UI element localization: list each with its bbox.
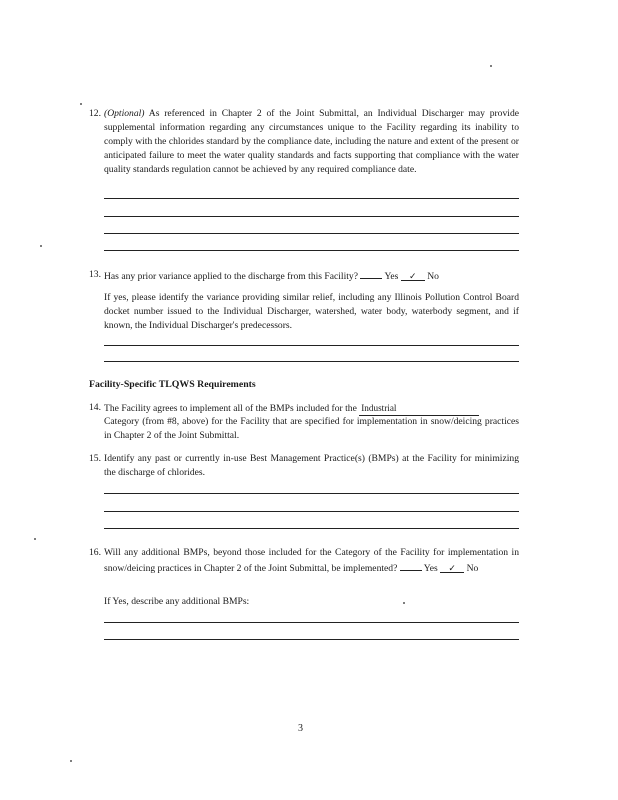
item-13-question-text: Has any prior variance applied to the discharge from this Facility?	[104, 271, 358, 282]
item-16-yes-blank[interactable]	[400, 560, 422, 571]
scan-speck	[403, 602, 405, 604]
item-13-answer-line-1[interactable]	[104, 345, 519, 346]
item-13-check-mark: ✓	[409, 272, 417, 282]
item-12-number: 12.	[89, 108, 101, 119]
item-13-question	[104, 268, 519, 284]
item-12-answer-line-1[interactable]	[104, 198, 519, 199]
item-16-check-mark: ✓	[448, 564, 456, 575]
item-16-answer-line-1[interactable]	[104, 622, 519, 623]
item-14-number: 14.	[89, 402, 101, 413]
item-12-text	[104, 107, 519, 177]
scan-speck	[80, 103, 82, 105]
item-13-followup: If yes, please identify the variance providing similar relief, including any Illinois Pollution Control Board docket number issued to the Individual Discharger, watershed, water body, waterbody segment, and if known, the Individual Discharger's predecessors.	[104, 292, 519, 332]
page-number: 3	[298, 723, 303, 734]
item-13-yes-label: Yes	[384, 271, 399, 282]
item-14-category-field[interactable]	[359, 401, 479, 416]
item-14-line-1	[104, 401, 519, 416]
item-14-category-value: Industrial	[361, 403, 397, 413]
item-13-no-blank[interactable]	[401, 270, 425, 281]
item-13-number: 13.	[89, 269, 101, 280]
item-12-optional-label: (Optional)	[104, 108, 145, 119]
item-16-question-text: Will any additional BMPs, beyond those included for the Category of the Facility for implementation in snow/deicing practices in Chapter 2 of the Joint Submittal, be implemented?	[104, 547, 519, 575]
scan-speck	[40, 245, 42, 247]
item-15-text: Identify any past or currently in-use Best Management Practice(s) (BMPs) at the Facility for minimizing the discharge of chlorides.	[104, 453, 519, 479]
item-14-text-before: The Facility agrees to implement all of the BMPs included for the	[104, 403, 357, 414]
scan-speck	[490, 65, 492, 67]
item-14-text-after: Category (from #8, above) for the Facility that are specified for implementation in snow/deicing practices in Chapter 2 of the Joint Submittal.	[104, 416, 519, 442]
item-16-no-blank[interactable]	[440, 562, 464, 573]
item-13-no-label: No	[427, 271, 439, 282]
item-12-answer-line-2[interactable]	[104, 216, 519, 217]
item-16-number: 16.	[89, 547, 101, 558]
item-13-yes-blank[interactable]	[360, 268, 382, 279]
scan-speck	[34, 538, 36, 540]
item-16-no-label: No	[466, 563, 479, 575]
item-12-body: As referenced in Chapter 2 of the Joint Submittal, an Individual Discharger may provide supplemental information regarding any circumstances unique to the Facility regarding its inability to comply with the chlorides standard by the compliance date, including the nature and extent of the present or anticipated failure to meet the water quality standards and facts supporting that compliance with the water quality standards regulation cannot be achieved by any required compliance date.	[104, 108, 520, 176]
item-16-answer-line-2[interactable]	[104, 639, 519, 640]
item-15-number: 15.	[89, 453, 101, 464]
item-15-answer-line-1[interactable]	[104, 493, 519, 494]
item-12-answer-line-4[interactable]	[104, 250, 519, 251]
item-16-yes-label: Yes	[423, 563, 438, 575]
item-15-answer-line-3[interactable]	[104, 528, 519, 529]
scan-speck	[70, 760, 72, 762]
item-16-question	[104, 546, 519, 576]
item-16-followup: If Yes, describe any additional BMPs:	[104, 596, 250, 607]
item-13-answer-line-2[interactable]	[104, 361, 519, 362]
item-12-answer-line-3[interactable]	[104, 233, 519, 234]
item-15-answer-line-2[interactable]	[104, 511, 519, 512]
section-heading: Facility-Specific TLQWS Requirements	[89, 379, 256, 390]
